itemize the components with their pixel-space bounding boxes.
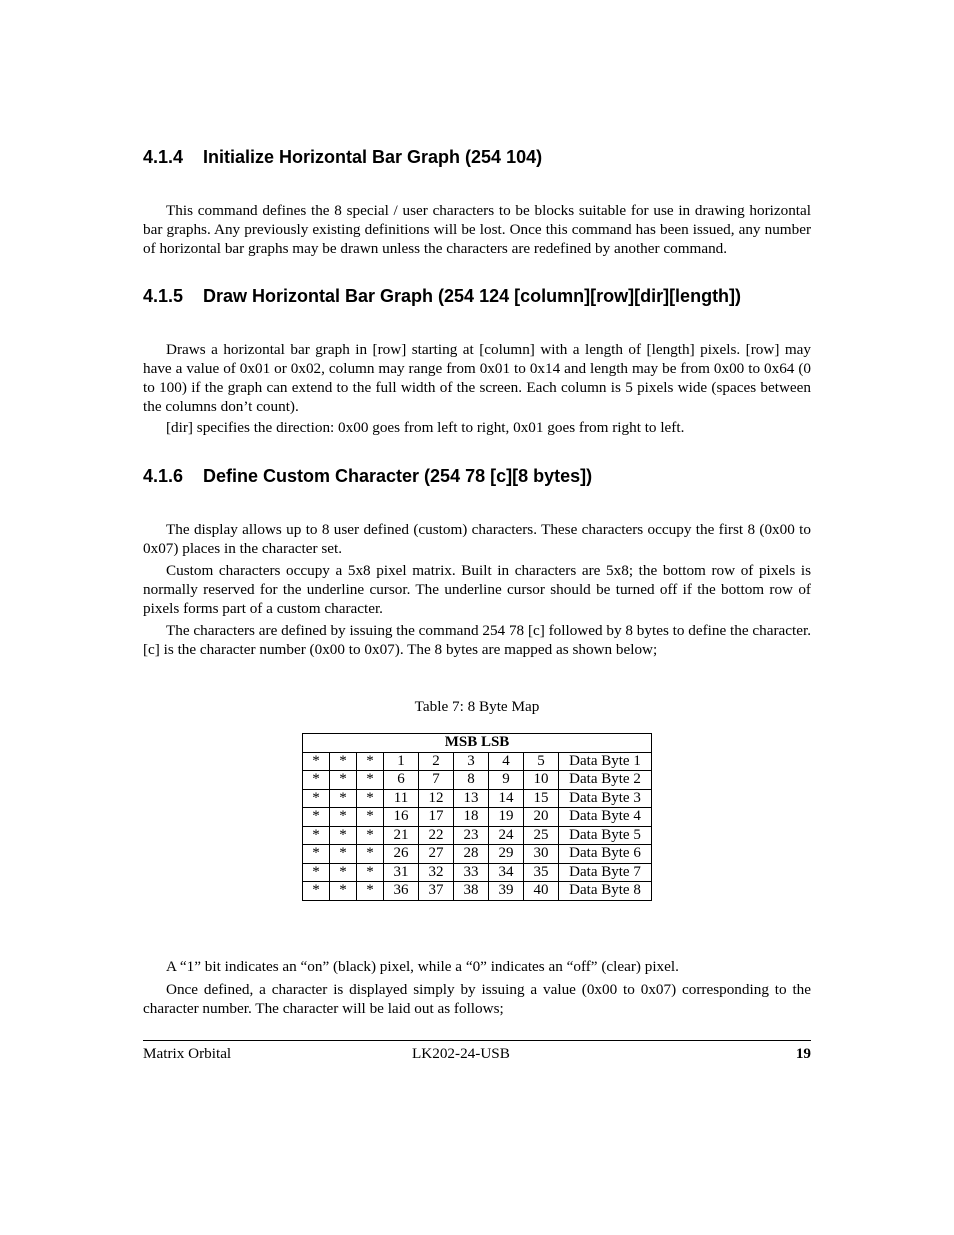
data-byte-label: Data Byte 6 [559,845,652,864]
pixel-number-cell: 25 [524,826,559,845]
table-header-row [303,734,652,753]
data-byte-label: Data Byte 2 [559,771,652,790]
pixel-number-cell: 32 [419,863,454,882]
unused-bit-cell: * [330,845,357,864]
pixel-number-cell: 8 [454,771,489,790]
pixel-number-cell: 21 [384,826,419,845]
pixel-number-cell: 40 [524,882,559,901]
pixel-number-cell: 2 [419,752,454,771]
unused-bit-cell: * [357,808,384,827]
pixel-number-cell: 36 [384,882,419,901]
section-number: 4.1.5 [143,286,184,306]
paragraph: Custom characters occupy a 5x8 pixel matrix. Built in characters are 5x8; the bottom row of pixels is normally reserved for the underline cursor. The underline cursor should be turned off if the bottom row of pixels forms part of a custom character. [143,562,811,617]
section-heading-4-1-4 [143,147,542,168]
section-heading-4-1-5 [143,286,741,307]
pixel-number-cell: 5 [524,752,559,771]
unused-bit-cell: * [330,771,357,790]
pixel-number-cell: 12 [419,789,454,808]
pixel-number-cell: 33 [454,863,489,882]
pixel-number-cell: 15 [524,789,559,808]
table-caption: Table 7: 8 Byte Map [414,698,540,715]
pixel-number-cell: 1 [384,752,419,771]
unused-bit-cell: * [303,882,330,901]
paragraph: [dir] specifies the direction: 0x00 goes from left to right, 0x01 goes from right to left. [166,419,685,436]
table-row [303,863,652,882]
unused-bit-cell: * [357,789,384,808]
pixel-number-cell: 3 [454,752,489,771]
unused-bit-cell: * [330,808,357,827]
pixel-number-cell: 9 [489,771,524,790]
pixel-number-cell: 23 [454,826,489,845]
pixel-number-cell: 16 [384,808,419,827]
pixel-number-cell: 18 [454,808,489,827]
pixel-number-cell: 26 [384,845,419,864]
unused-bit-cell: * [357,863,384,882]
table-row [303,826,652,845]
unused-bit-cell: * [357,771,384,790]
section-heading-4-1-6 [143,466,592,487]
paragraph: This command defines the 8 special / user characters to be blocks suitable for use in drawing horizontal bar graphs. Any previously existing definitions will be lost. Once this command has been issued, any number of horizontal bar graphs may be drawn unless the characters are redefined by another command. [143,202,811,257]
unused-bit-cell: * [357,826,384,845]
table-row [303,789,652,808]
pixel-number-cell: 4 [489,752,524,771]
page-number: 19 [795,1045,811,1062]
unused-bit-cell: * [303,808,330,827]
paragraph: A “1” bit indicates an “on” (black) pixel, while a “0” indicates an “off” (clear) pixel. [166,958,679,975]
pixel-number-cell: 35 [524,863,559,882]
data-byte-label: Data Byte 5 [559,826,652,845]
table-row [303,808,652,827]
paragraph: Draws a horizontal bar graph in [row] starting at [column] with a length of [length] pixels. [row] may have a value of 0x01 or 0x02, column may range from 0x01 to 0x14 and length may be from 0x00 to 0x64 (0 to 100) if the graph can extend to the full width of the screen. Each column is 5 pixels wide (spaces between the columns don’t count). [143,341,811,415]
unused-bit-cell: * [303,789,330,808]
section-title: Initialize Horizontal Bar Graph (254 104) [203,147,543,167]
unused-bit-cell: * [303,845,330,864]
pixel-number-cell: 13 [454,789,489,808]
unused-bit-cell: * [303,863,330,882]
table-body [303,752,652,900]
pixel-number-cell: 10 [524,771,559,790]
pixel-number-cell: 22 [419,826,454,845]
pixel-number-cell: 14 [489,789,524,808]
pixel-number-cell: 17 [419,808,454,827]
data-byte-label: Data Byte 3 [559,789,652,808]
paragraph: Once defined, a character is displayed simply by issuing a value (0x00 to 0x07) corresponding to the character number. The character will be laid out as follows; [143,981,811,1017]
table-row [303,752,652,771]
table-row [303,845,652,864]
unused-bit-cell: * [357,882,384,901]
unused-bit-cell: * [330,826,357,845]
paragraph: The characters are defined by issuing the command 254 78 [c] followed by 8 bytes to define the character. [c] is the character number (0x00 to 0x07). The 8 bytes are mapped as shown below; [143,622,811,658]
pixel-number-cell: 27 [419,845,454,864]
pixel-number-cell: 31 [384,863,419,882]
unused-bit-cell: * [357,845,384,864]
pixel-number-cell: 34 [489,863,524,882]
unused-bit-cell: * [303,771,330,790]
pixel-number-cell: 20 [524,808,559,827]
data-byte-label: Data Byte 4 [559,808,652,827]
pixel-number-cell: 19 [489,808,524,827]
byte-map-table [302,733,652,901]
section-number: 4.1.4 [143,147,184,167]
pixel-number-cell: 28 [454,845,489,864]
table-header: MSB LSB [303,734,652,753]
pixel-number-cell: 6 [384,771,419,790]
table-row [303,882,652,901]
pixel-number-cell: 30 [524,845,559,864]
unused-bit-cell: * [330,882,357,901]
pixel-number-cell: 24 [489,826,524,845]
section-number: 4.1.6 [143,466,184,486]
section-title: Define Custom Character (254 78 [c][8 bytes]) [203,466,593,486]
pixel-number-cell: 11 [384,789,419,808]
section-title: Draw Horizontal Bar Graph (254 124 [column][row][dir][length]) [203,286,742,306]
pixel-number-cell: 37 [419,882,454,901]
pixel-number-cell: 7 [419,771,454,790]
table-row [303,771,652,790]
unused-bit-cell: * [357,752,384,771]
footer-left: Matrix Orbital [143,1045,232,1062]
footer-center: LK202-24-USB [412,1045,510,1062]
unused-bit-cell: * [303,752,330,771]
data-byte-label: Data Byte 1 [559,752,652,771]
paragraph: The display allows up to 8 user defined (custom) characters. These characters occupy the first 8 (0x00 to 0x07) places in the character set. [143,521,811,557]
pixel-number-cell: 39 [489,882,524,901]
unused-bit-cell: * [330,752,357,771]
data-byte-label: Data Byte 7 [559,863,652,882]
data-byte-label: Data Byte 8 [559,882,652,901]
unused-bit-cell: * [330,789,357,808]
pixel-number-cell: 29 [489,845,524,864]
unused-bit-cell: * [330,863,357,882]
pixel-number-cell: 38 [454,882,489,901]
footer-rule [143,1040,811,1041]
unused-bit-cell: * [303,826,330,845]
